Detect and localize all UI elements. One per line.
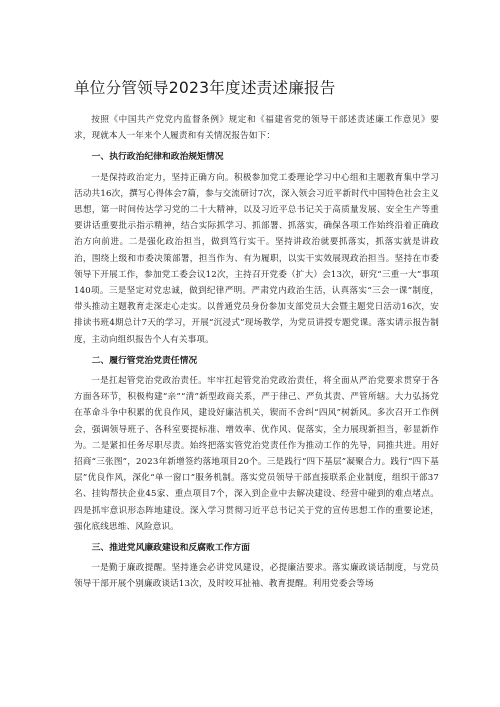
section-heading-1: 一、执行政治纪律和政治规矩情况 xyxy=(91,152,224,163)
section-heading-2: 二、履行管党治党责任情况 xyxy=(91,355,198,366)
section-2-paragraph: 一是扛起管党治党政治责任。牢牢扛起管党治党政治责任，将全面从严治党要求贯穿于各方面各环节，积极构建“亲”“清”新型政商关系，严于律己、严负其责、严管所辖。大力弘扬党在革命斗争中积累的优良作风，建设好廉洁机关，锲而不舍纠“四风”树新风。多次召开工作例会，强调领导班子、各科室要提标准、增效率、优作风、促落实，全力展现新担当，彰显新作为。二是紧扣任务尽职尽责。始终把落实管党治党责任作为推动工作的先导，同推共进。用好招商“三张图”，2023年新增签约落地项目20个。三是践行“四下基层”凝聚合力。践行“四下基层”优良作风，深化“单一窗口”服务机制。落实党员领导干部直接联系企业制度，组织干部37名、挂钩帮扶企业45家、重点项目7个，深入到企业中去解决建设、经营中碰到的难点堵点。四是抓牢意识形态阵地建设。深入学习贯彻习近平总书记关于党的宣传思想工作的重要论述，强化底线思维、风险意识。 xyxy=(74,376,439,532)
section-heading-3: 三、推进党风廉政建设和反腐败工作方面 xyxy=(91,543,250,554)
intro-paragraph: 按照《中国共产党党内监督条例》规定和《福建省党的领导干部述责述廉工作意见》要求，现就本人一年来个人履责和有关情况报告如下： xyxy=(74,115,439,142)
document-title: 单位分管领导2023年度述责述廉报告 xyxy=(74,79,336,97)
section-1-paragraph: 一是保持政治定力，坚持正确方向。积极参加党工委理论学习中心组和主题教育集中学习活动共16次，撰写心得体会7篇，参与交流研讨7次，深入领会习近平新时代中国特色社会主义思想，第一时间传达学习党的二十大精神，以及习近平总书记关于高质量发展、安全生产等重要讲话重要批示指示精神，结合实际抓学习、抓部署、抓落实，确保各项工作始终沿着正确政治方向前进。二是强化政治担当，做到笃行实干。坚持讲政治就要抓落实，抓落实就是讲政治，围绕上级和市委决策部署，担当作为、有为履职，以实干实效展现政治担当。坚持在市委领导下开展工作，参加党工委会议12次，主持召开党委（扩大）会13次，研究“三重一大”事项140项。三是坚定对党忠诚，做到纪律严明。严肃党内政治生活，认真落实“三会一课”制度，带头推动主题教育走深走心走实。以普通党员身份参加支部党员大会暨主题党日活动16次，安排读书班4期总计7天的学习，开展“沉浸式”现场教学，为党员讲授专题党课。落实请示报告制度，主动向组织报告个人有关事项。 xyxy=(74,172,439,345)
section-3-paragraph: 一是勤于廉政提醒。坚持逢会必讲党风建设，必提廉洁要求。落实廉政谈话制度，与党员领导干部开展个别廉政谈话13次，及时咬耳扯袖、教育提醒。利用党委会等场 xyxy=(74,563,439,590)
